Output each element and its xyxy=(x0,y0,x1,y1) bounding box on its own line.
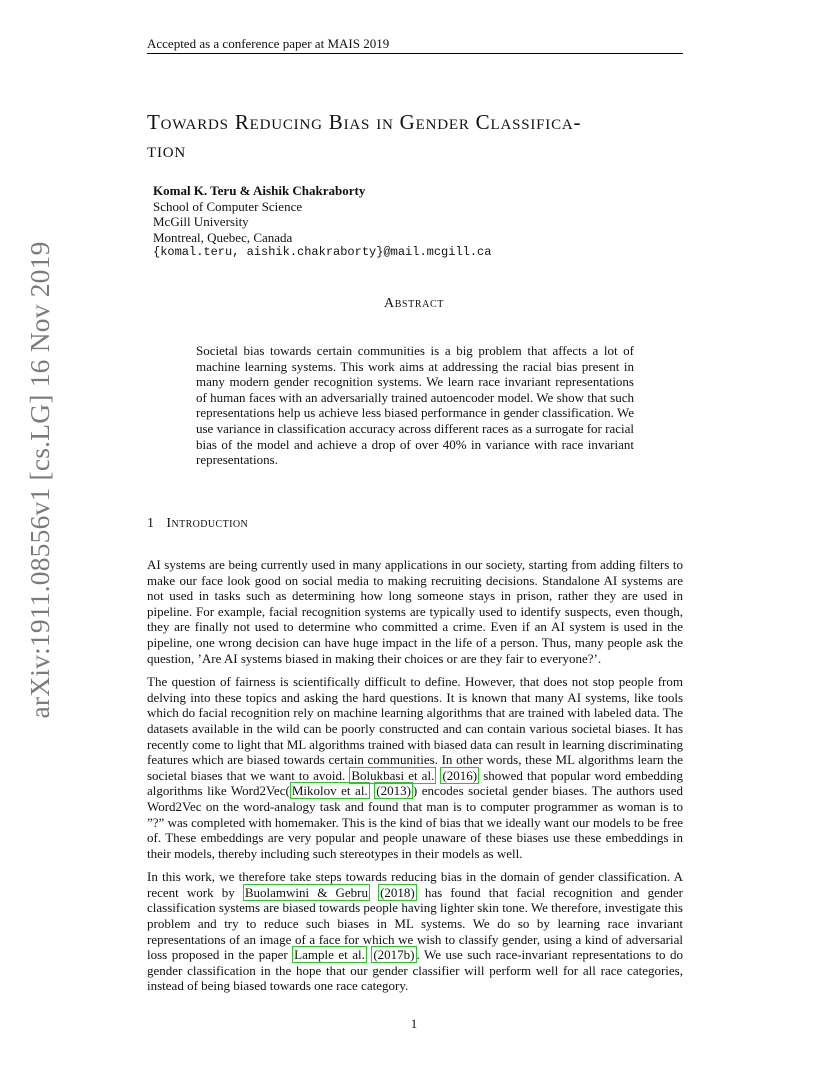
title-line-2: tion xyxy=(147,138,187,162)
page-number: 1 xyxy=(410,1016,418,1031)
paragraph-3-text-a: In this work, we therefore take steps towards reducing bias in the domain of gender classification. A recent work by xyxy=(147,869,683,900)
section-heading-introduction xyxy=(147,516,248,532)
author-university: McGill University xyxy=(153,214,249,229)
citation-link-bolukbasi[interactable]: Bolukbasi et al. xyxy=(351,767,435,783)
author-names: Komal K. Teru & Aishik Chakraborty xyxy=(153,183,366,198)
author-department: School of Computer Science xyxy=(153,198,303,214)
paragraph-1: AI systems are being currently used in many applications in our society, starting from adding filters to make our face look good on social media to making recruiting decisions. Standalone AI systems are not used in tasks such as determining how long someone stays in prison, rather they are used in pipeline. For example, facial recognition systems are typically used to identify suspects, even though, they are finally not used to determine who committed a crime. Even if an AI system is used in the pipeline, one wrong decision can have huge impact in the life of a person. Thus, many people ask the question, ’Are AI systems biased in making their choices or are they fair to everyone?’. xyxy=(147,557,683,666)
abstract-text: Societal bias towards certain communities is a big problem that affects a lot of machine learning systems. This work aims at addressing the racial bias present in many modern gender recognition systems. We learn race invariant representations of human faces with an adversarially trained autoencoder model. We show that such representations help us achieve less biased performance in gender classification. We use variance in classification accuracy across different races as a surrogate for racial bias of the model and achieve a drop of over 40% in variance with race invariant representations. xyxy=(196,343,634,468)
paper-title xyxy=(147,108,687,164)
citation-link-mikolov[interactable]: Mikolov et al. xyxy=(291,783,368,799)
author-emails: {komal.teru, aishik.chakraborty}@mail.mcgill.ca xyxy=(153,245,492,259)
section-number: 1 xyxy=(147,516,155,531)
abstract-heading: Abstract xyxy=(384,296,444,311)
paragraph-2-text-c: ) encodes societal gender biases. The authors used Word2Vec on the word-analogy task and found that man is to computer programmer as woman is to ”?” was completed with homemaker. This is the kind of bias that we ideally want our models to be free of. These embeddings are very popular and people unaware of these biases use these embeddings in their models, thereby including such stereotypes in their models as well. xyxy=(147,783,684,861)
author-location: Montreal, Quebec, Canada xyxy=(153,229,293,245)
citation-year-mikolov[interactable]: (2013) xyxy=(376,783,411,799)
introduction-body xyxy=(147,557,683,1002)
title-line-1: Towards Reducing Bias in Gender Classifica- xyxy=(147,110,582,134)
section-title: Introduction xyxy=(166,516,249,531)
citation-year-lample[interactable]: (2017b) xyxy=(373,947,415,963)
citation-year-bolukbasi[interactable]: (2016) xyxy=(442,767,478,783)
citation-link-lample[interactable]: Lample et al. xyxy=(294,947,365,963)
citation-year-buolamwini[interactable]: (2018) xyxy=(380,884,415,900)
arxiv-identifier: arXiv:1911.08556v1 [cs.LG] 16 Nov 2019 xyxy=(24,241,55,719)
author-block xyxy=(153,183,653,261)
running-header: Accepted as a conference paper at MAIS 2019 xyxy=(147,36,390,51)
paragraph-2-text-b: showed that popular word embedding algorithms like Word2Vec( xyxy=(147,767,684,799)
paragraph-2 xyxy=(147,674,683,861)
paragraph-3 xyxy=(147,869,683,994)
paragraph-3-text-b: has found that facial recognition and gender classification systems are biased towards people having lighter skin tone. We therefore, investigate this problem and try to reduce such biases in ML systems. We do so by learning race invariant representations of an image of a face for which we wish to classify gender, using a kind of adversarial loss proposed in the paper xyxy=(147,884,683,963)
paragraph-2-text-a: The question of fairness is scientifically difficult to define. However, that does not stop people from delving into these topics and asking the hard questions. It is known that many AI systems, like tools which do facial recognition rely on machine learning algorithms that are trained with labeled data. The datasets available in the wild can be poorly constructed and can contain various societal biases. It has recently come to light that ML algorithms trained with biased data can result in learning discriminating features which are biased towards certain communities. In other words, these ML algorithms learn the societal biases that we want to avoid. xyxy=(147,674,683,783)
citation-link-buolamwini[interactable]: Buolamwini & Gebru xyxy=(244,884,368,900)
paragraph-3-text-c: . We use such race-invariant representations to do gender classification in the hope that our gender classifier will perform well for all race categories, instead of being biased towards one race category. xyxy=(147,947,684,994)
header-rule xyxy=(147,53,683,54)
